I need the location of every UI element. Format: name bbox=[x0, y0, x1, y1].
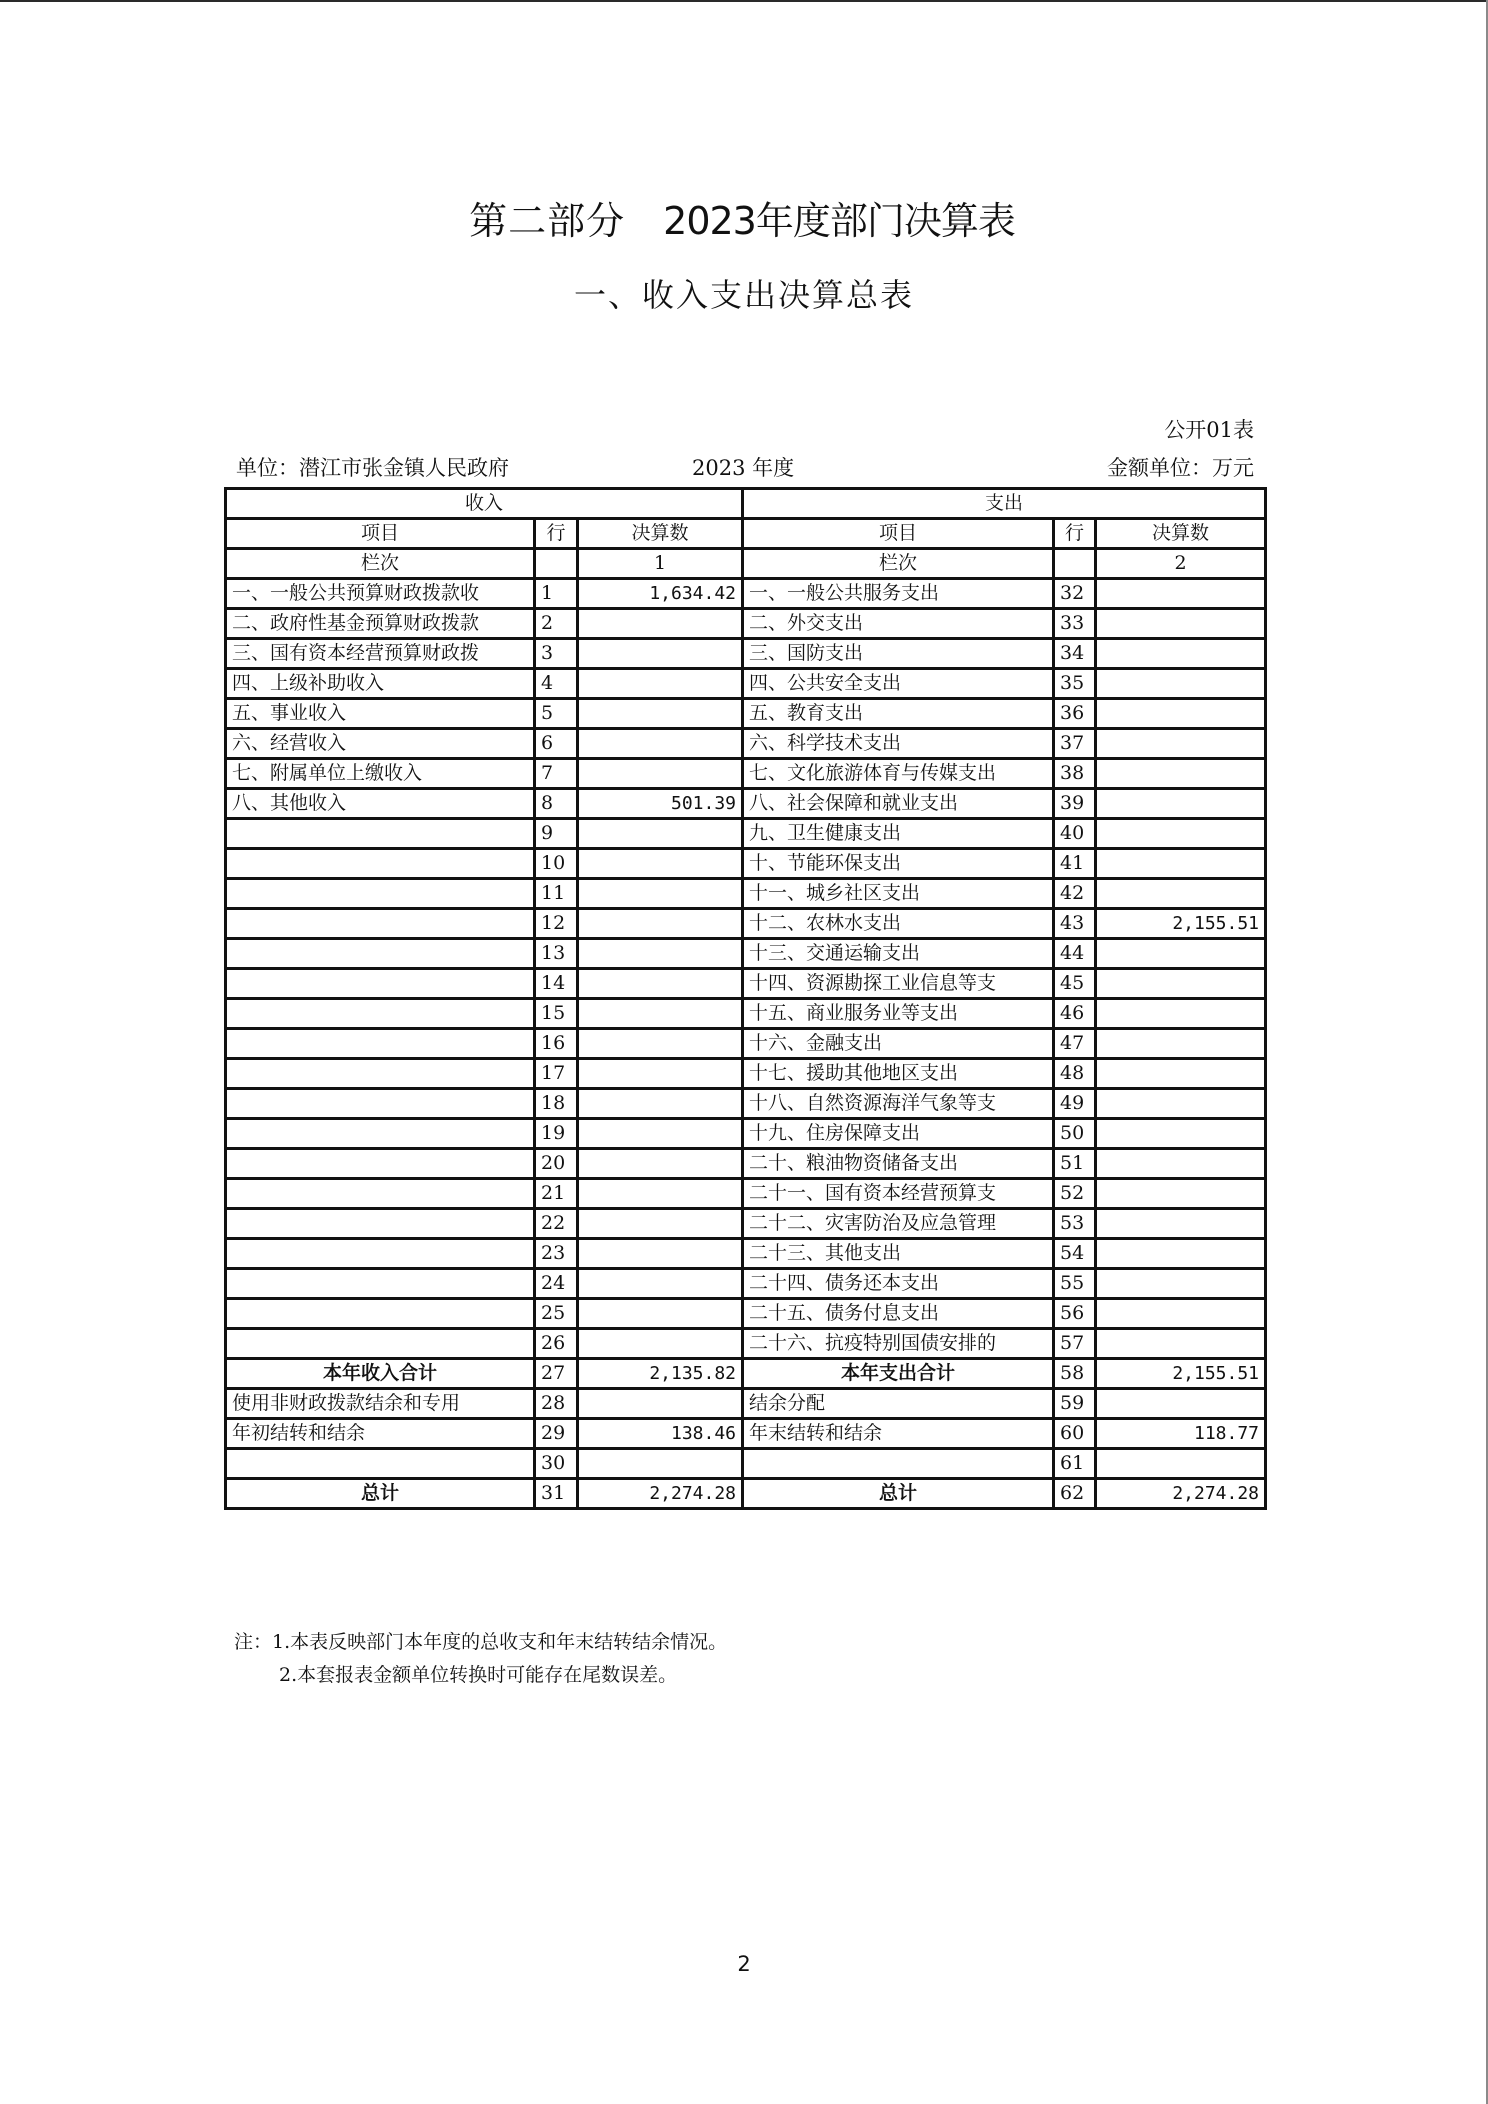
expense-line-cell: 55 bbox=[1054, 1269, 1096, 1299]
table-row bbox=[226, 1029, 1266, 1059]
expense-item-cell: 十八、自然资源海洋气象等支 bbox=[743, 1089, 1054, 1119]
income-line-cell: 11 bbox=[535, 879, 578, 909]
expense-line-cell: 39 bbox=[1054, 789, 1096, 819]
income-item-cell: 四、上级补助收入 bbox=[226, 669, 535, 699]
income-amount-cell bbox=[578, 1149, 743, 1179]
income-line-cell: 31 bbox=[535, 1479, 578, 1509]
income-column-index: 1 bbox=[578, 549, 743, 579]
expense-line-cell: 47 bbox=[1054, 1029, 1096, 1059]
income-column-index-line bbox=[535, 549, 578, 579]
expense-item-cell: 七、文化旅游体育与传媒支出 bbox=[743, 759, 1054, 789]
income-line-cell: 21 bbox=[535, 1179, 578, 1209]
income-amount-cell bbox=[578, 1269, 743, 1299]
income-item-cell: 三、国有资本经营预算财政拨 bbox=[226, 639, 535, 669]
income-line-cell: 1 bbox=[535, 579, 578, 609]
income-item-cell bbox=[226, 1269, 535, 1299]
income-item-cell: 五、事业收入 bbox=[226, 699, 535, 729]
title-part: 第二部分 bbox=[469, 199, 626, 243]
income-item-cell bbox=[226, 1179, 535, 1209]
year-label: 2023 年度 bbox=[692, 456, 795, 480]
expense-item-cell: 十、节能环保支出 bbox=[743, 849, 1054, 879]
income-amount-cell bbox=[578, 609, 743, 639]
form-code: 公开01表 bbox=[1164, 418, 1254, 442]
income-amount-cell bbox=[578, 639, 743, 669]
income-line-cell: 14 bbox=[535, 969, 578, 999]
expense-line-cell: 33 bbox=[1054, 609, 1096, 639]
title-year-part: 2023年度部门决算表 bbox=[663, 199, 1015, 243]
income-amount-cell bbox=[578, 1029, 743, 1059]
income-item-cell bbox=[226, 969, 535, 999]
table-row bbox=[226, 1449, 1266, 1479]
expense-item-cell: 二、外交支出 bbox=[743, 609, 1054, 639]
income-line-cell: 22 bbox=[535, 1209, 578, 1239]
income-line-header: 行 bbox=[535, 519, 578, 549]
income-item-cell bbox=[226, 1449, 535, 1479]
income-amount-cell bbox=[578, 1239, 743, 1269]
income-item-cell: 八、其他收入 bbox=[226, 789, 535, 819]
expense-line-cell: 52 bbox=[1054, 1179, 1096, 1209]
expense-item-cell: 十七、援助其他地区支出 bbox=[743, 1059, 1054, 1089]
expense-item-cell: 三、国防支出 bbox=[743, 639, 1054, 669]
expense-amount-cell bbox=[1096, 939, 1266, 969]
income-item-cell: 年初结转和结余 bbox=[226, 1419, 535, 1449]
expense-line-cell: 44 bbox=[1054, 939, 1096, 969]
income-amount-cell: 501.39 bbox=[578, 789, 743, 819]
expense-line-cell: 38 bbox=[1054, 759, 1096, 789]
expense-amount-cell bbox=[1096, 849, 1266, 879]
subtotal-row bbox=[226, 1359, 1266, 1389]
table-row bbox=[226, 1269, 1266, 1299]
expense-amount-cell bbox=[1096, 609, 1266, 639]
income-amount-cell bbox=[578, 1179, 743, 1209]
income-line-cell: 20 bbox=[535, 1149, 578, 1179]
expense-line-cell: 60 bbox=[1054, 1419, 1096, 1449]
income-line-cell: 28 bbox=[535, 1389, 578, 1419]
income-amount-cell bbox=[578, 669, 743, 699]
expense-line-cell: 34 bbox=[1054, 639, 1096, 669]
page-subtitle: 一、收入支出决算总表 bbox=[573, 276, 914, 314]
table-row bbox=[226, 1329, 1266, 1359]
income-amount-cell: 2,274.28 bbox=[578, 1479, 743, 1509]
table-row bbox=[226, 879, 1266, 909]
income-item-cell bbox=[226, 1209, 535, 1239]
income-line-cell: 17 bbox=[535, 1059, 578, 1089]
expense-line-cell: 61 bbox=[1054, 1449, 1096, 1479]
expense-item-cell: 八、社会保障和就业支出 bbox=[743, 789, 1054, 819]
expense-amount-cell bbox=[1096, 1299, 1266, 1329]
expense-amount-cell bbox=[1096, 1089, 1266, 1119]
expense-item-cell: 十九、住房保障支出 bbox=[743, 1119, 1054, 1149]
table-row bbox=[226, 579, 1266, 609]
income-line-cell: 15 bbox=[535, 999, 578, 1029]
expense-item-cell: 二十、粮油物资储备支出 bbox=[743, 1149, 1054, 1179]
table-row bbox=[226, 1179, 1266, 1209]
unit-label: 单位：潜江市张金镇人民政府 bbox=[236, 456, 509, 480]
expense-amount-cell bbox=[1096, 729, 1266, 759]
expense-line-cell: 58 bbox=[1054, 1359, 1096, 1389]
expense-item-cell: 结余分配 bbox=[743, 1389, 1054, 1419]
expense-amount-cell bbox=[1096, 1329, 1266, 1359]
expense-item-cell: 十三、交通运输支出 bbox=[743, 939, 1054, 969]
income-line-cell: 9 bbox=[535, 819, 578, 849]
income-line-cell: 10 bbox=[535, 849, 578, 879]
table-row bbox=[226, 819, 1266, 849]
expense-item-cell: 年末结转和结余 bbox=[743, 1419, 1054, 1449]
income-line-cell: 19 bbox=[535, 1119, 578, 1149]
column-index-row bbox=[226, 549, 1266, 579]
expense-amount-cell: 2,274.28 bbox=[1096, 1479, 1266, 1509]
expense-line-cell: 32 bbox=[1054, 579, 1096, 609]
income-line-cell: 8 bbox=[535, 789, 578, 819]
table-row bbox=[226, 609, 1266, 639]
income-line-cell: 6 bbox=[535, 729, 578, 759]
expense-item-cell: 二十六、抗疫特别国债安排的 bbox=[743, 1329, 1054, 1359]
expense-line-cell: 49 bbox=[1054, 1089, 1096, 1119]
income-line-cell: 30 bbox=[535, 1449, 578, 1479]
expense-amount-cell: 2,155.51 bbox=[1096, 1359, 1266, 1389]
expense-column-index-label: 栏次 bbox=[743, 549, 1054, 579]
expense-line-cell: 41 bbox=[1054, 849, 1096, 879]
table-row bbox=[226, 1119, 1266, 1149]
table-row bbox=[226, 729, 1266, 759]
section-header-row bbox=[226, 489, 1266, 519]
income-amount-cell bbox=[578, 879, 743, 909]
expense-item-cell: 二十二、灾害防治及应急管理 bbox=[743, 1209, 1054, 1239]
income-item-cell: 六、经营收入 bbox=[226, 729, 535, 759]
income-line-cell: 7 bbox=[535, 759, 578, 789]
expense-amount-cell bbox=[1096, 819, 1266, 849]
expense-item-cell: 本年支出合计 bbox=[743, 1359, 1054, 1389]
expense-amount-cell bbox=[1096, 1239, 1266, 1269]
expense-item-cell: 一、一般公共服务支出 bbox=[743, 579, 1054, 609]
expense-line-cell: 57 bbox=[1054, 1329, 1096, 1359]
income-item-cell bbox=[226, 999, 535, 1029]
expense-amount-cell bbox=[1096, 879, 1266, 909]
income-amount-cell bbox=[578, 849, 743, 879]
expense-item-cell: 十四、资源勘探工业信息等支 bbox=[743, 969, 1054, 999]
income-amount-cell bbox=[578, 1119, 743, 1149]
expense-item-cell: 六、科学技术支出 bbox=[743, 729, 1054, 759]
income-amount-cell: 2,135.82 bbox=[578, 1359, 743, 1389]
expense-amount-cell: 2,155.51 bbox=[1096, 909, 1266, 939]
expense-line-cell: 48 bbox=[1054, 1059, 1096, 1089]
income-item-cell bbox=[226, 879, 535, 909]
income-item-cell bbox=[226, 819, 535, 849]
income-item-cell bbox=[226, 1029, 535, 1059]
expense-amount-cell bbox=[1096, 969, 1266, 999]
expense-line-cell: 50 bbox=[1054, 1119, 1096, 1149]
income-amount-cell bbox=[578, 999, 743, 1029]
table-row bbox=[226, 999, 1266, 1029]
expense-item-cell: 五、教育支出 bbox=[743, 699, 1054, 729]
expense-amount-cell: 118.77 bbox=[1096, 1419, 1266, 1449]
expense-amount-cell bbox=[1096, 1209, 1266, 1239]
income-line-cell: 18 bbox=[535, 1089, 578, 1119]
expense-amount-cell bbox=[1096, 1179, 1266, 1209]
table-row bbox=[226, 1089, 1266, 1119]
income-item-cell bbox=[226, 1089, 535, 1119]
income-line-cell: 13 bbox=[535, 939, 578, 969]
income-item-cell bbox=[226, 939, 535, 969]
income-item-cell bbox=[226, 1059, 535, 1089]
expense-line-cell: 43 bbox=[1054, 909, 1096, 939]
income-line-cell: 2 bbox=[535, 609, 578, 639]
expense-item-cell bbox=[743, 1449, 1054, 1479]
expense-line-header: 行 bbox=[1054, 519, 1096, 549]
expense-item-cell: 四、公共安全支出 bbox=[743, 669, 1054, 699]
expense-amount-cell bbox=[1096, 579, 1266, 609]
income-line-cell: 5 bbox=[535, 699, 578, 729]
income-amount-cell bbox=[578, 1299, 743, 1329]
income-amount-cell bbox=[578, 1449, 743, 1479]
expense-item-cell: 十一、城乡社区支出 bbox=[743, 879, 1054, 909]
income-item-cell bbox=[226, 849, 535, 879]
expense-line-cell: 54 bbox=[1054, 1239, 1096, 1269]
income-amount-cell bbox=[578, 969, 743, 999]
expense-line-cell: 35 bbox=[1054, 669, 1096, 699]
expense-amount-cell bbox=[1096, 1269, 1266, 1299]
income-item-cell: 二、政府性基金预算财政拨款 bbox=[226, 609, 535, 639]
income-line-cell: 3 bbox=[535, 639, 578, 669]
expense-item-cell: 总计 bbox=[743, 1479, 1054, 1509]
income-amount-cell bbox=[578, 1209, 743, 1239]
income-item-cell: 使用非财政拨款结余和专用 bbox=[226, 1389, 535, 1419]
table-row bbox=[226, 1239, 1266, 1269]
table-row bbox=[226, 939, 1266, 969]
expense-line-cell: 46 bbox=[1054, 999, 1096, 1029]
table-row bbox=[226, 699, 1266, 729]
expense-line-cell: 45 bbox=[1054, 969, 1096, 999]
income-amount-cell: 138.46 bbox=[578, 1419, 743, 1449]
expense-item-cell: 二十五、债务付息支出 bbox=[743, 1299, 1054, 1329]
table-row bbox=[226, 669, 1266, 699]
income-amount-header: 决算数 bbox=[578, 519, 743, 549]
note-2: 2.本套报表金额单位转换时可能存在尾数误差。 bbox=[279, 1664, 678, 1686]
income-amount-cell: 1,634.42 bbox=[578, 579, 743, 609]
expense-item-cell: 二十四、债务还本支出 bbox=[743, 1269, 1054, 1299]
income-item-cell: 一、一般公共预算财政拨款收 bbox=[226, 579, 535, 609]
expense-line-cell: 59 bbox=[1054, 1389, 1096, 1419]
income-item-cell bbox=[226, 1329, 535, 1359]
table-row bbox=[226, 1149, 1266, 1179]
income-line-cell: 23 bbox=[535, 1239, 578, 1269]
expense-amount-cell bbox=[1096, 1119, 1266, 1149]
table-row bbox=[226, 1059, 1266, 1089]
income-column-index-label: 栏次 bbox=[226, 549, 535, 579]
income-amount-cell bbox=[578, 1059, 743, 1089]
income-amount-cell bbox=[578, 819, 743, 849]
table-row bbox=[226, 789, 1266, 819]
income-line-cell: 16 bbox=[535, 1029, 578, 1059]
expense-line-cell: 36 bbox=[1054, 699, 1096, 729]
expense-item-cell: 二十三、其他支出 bbox=[743, 1239, 1054, 1269]
expense-amount-cell bbox=[1096, 999, 1266, 1029]
income-amount-cell bbox=[578, 1089, 743, 1119]
income-amount-cell bbox=[578, 939, 743, 969]
note-1: 注：1.本表反映部门本年度的总收支和年末结转结余情况。 bbox=[234, 1631, 728, 1653]
income-item-cell: 本年收入合计 bbox=[226, 1359, 535, 1389]
expense-amount-cell bbox=[1096, 1059, 1266, 1089]
income-item-header: 项目 bbox=[226, 519, 535, 549]
expense-amount-header: 决算数 bbox=[1096, 519, 1266, 549]
expense-amount-cell bbox=[1096, 1449, 1266, 1479]
expense-amount-cell bbox=[1096, 789, 1266, 819]
expense-amount-cell bbox=[1096, 639, 1266, 669]
income-item-cell: 七、附属单位上缴收入 bbox=[226, 759, 535, 789]
table-row bbox=[226, 639, 1266, 669]
notes bbox=[234, 1626, 727, 1692]
expense-line-cell: 62 bbox=[1054, 1479, 1096, 1509]
expense-line-cell: 37 bbox=[1054, 729, 1096, 759]
income-line-cell: 4 bbox=[535, 669, 578, 699]
budget-summary-table bbox=[224, 487, 1267, 1510]
table-row bbox=[226, 1419, 1266, 1449]
table-row bbox=[226, 1299, 1266, 1329]
table-row bbox=[226, 969, 1266, 999]
expense-amount-cell bbox=[1096, 1389, 1266, 1419]
income-section-header: 收入 bbox=[226, 489, 743, 519]
expense-line-cell: 51 bbox=[1054, 1149, 1096, 1179]
expense-item-cell: 十二、农林水支出 bbox=[743, 909, 1054, 939]
table-row bbox=[226, 1389, 1266, 1419]
expense-line-cell: 56 bbox=[1054, 1299, 1096, 1329]
income-amount-cell bbox=[578, 909, 743, 939]
income-line-cell: 24 bbox=[535, 1269, 578, 1299]
table-row bbox=[226, 1209, 1266, 1239]
expense-line-cell: 40 bbox=[1054, 819, 1096, 849]
total-row bbox=[226, 1479, 1266, 1509]
income-item-cell bbox=[226, 1149, 535, 1179]
table-row bbox=[226, 909, 1266, 939]
income-item-cell: 总计 bbox=[226, 1479, 535, 1509]
income-amount-cell bbox=[578, 1329, 743, 1359]
income-line-cell: 25 bbox=[535, 1299, 578, 1329]
income-amount-cell bbox=[578, 1389, 743, 1419]
expense-line-cell: 42 bbox=[1054, 879, 1096, 909]
expense-column-index-line bbox=[1054, 549, 1096, 579]
expense-line-cell: 53 bbox=[1054, 1209, 1096, 1239]
income-line-cell: 27 bbox=[535, 1359, 578, 1389]
expense-amount-cell bbox=[1096, 699, 1266, 729]
income-amount-cell bbox=[578, 729, 743, 759]
expense-amount-cell bbox=[1096, 669, 1266, 699]
table-row bbox=[226, 849, 1266, 879]
income-item-cell bbox=[226, 1239, 535, 1269]
expense-amount-cell bbox=[1096, 1149, 1266, 1179]
expense-amount-cell bbox=[1096, 1029, 1266, 1059]
expense-item-cell: 十六、金融支出 bbox=[743, 1029, 1054, 1059]
expense-item-cell: 九、卫生健康支出 bbox=[743, 819, 1054, 849]
expense-item-header: 项目 bbox=[743, 519, 1054, 549]
column-header-row bbox=[226, 519, 1266, 549]
expense-column-index: 2 bbox=[1096, 549, 1266, 579]
income-line-cell: 12 bbox=[535, 909, 578, 939]
page-top-border bbox=[0, 0, 1488, 2]
expense-amount-cell bbox=[1096, 759, 1266, 789]
income-line-cell: 29 bbox=[535, 1419, 578, 1449]
income-amount-cell bbox=[578, 699, 743, 729]
income-item-cell bbox=[226, 909, 535, 939]
expense-section-header: 支出 bbox=[743, 489, 1266, 519]
expense-item-cell: 二十一、国有资本经营预算支 bbox=[743, 1179, 1054, 1209]
income-line-cell: 26 bbox=[535, 1329, 578, 1359]
table-row bbox=[226, 759, 1266, 789]
income-amount-cell bbox=[578, 759, 743, 789]
page-number: 2 bbox=[737, 1952, 751, 1976]
amount-unit-label: 金额单位：万元 bbox=[1107, 456, 1254, 480]
income-item-cell bbox=[226, 1299, 535, 1329]
expense-item-cell: 十五、商业服务业等支出 bbox=[743, 999, 1054, 1029]
income-item-cell bbox=[226, 1119, 535, 1149]
page-title bbox=[0, 190, 1488, 245]
